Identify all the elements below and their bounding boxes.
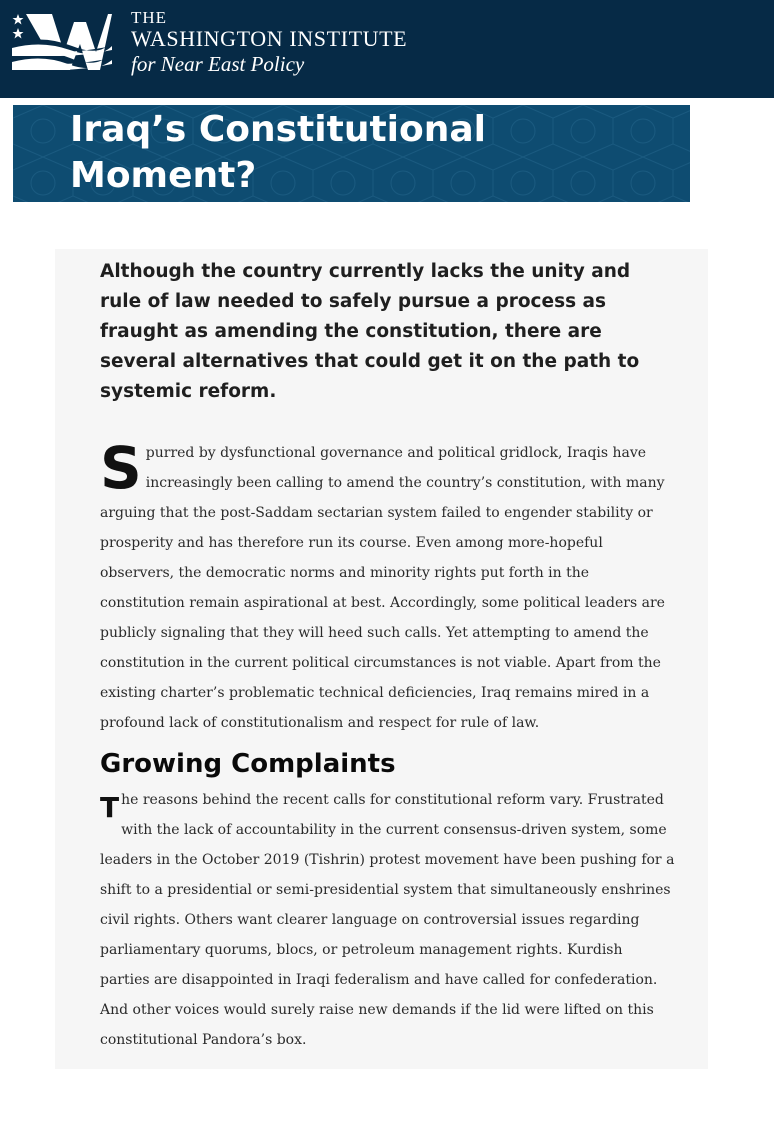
brand-name[interactable] [131,8,407,78]
article-body [55,249,708,1069]
brand-line-tagline: for Near East Policy [131,52,305,76]
drop-cap: T [100,791,120,824]
site-header [0,0,774,98]
article-lede: Although the country currently lacks the unity and rule of law needed to safely pursue a process as fraught as amending the constitution, there are several alternatives that could get it on the path to systemic reform. [100,261,640,402]
section-heading: Growing Complaints [100,749,396,779]
title-banner [13,105,690,202]
washington-institute-logo-icon[interactable] [12,12,112,72]
article-paragraph [100,434,675,738]
paragraph-text: purred by dysfunctional governance and political gridlock, Iraqis have increasingly been calling to amend the country’s constitution, with many arguing that the post-Saddam sectarian system failed to engender stability or prosperity and has therefore run its course. Even among more-hopeful observers, the democratic norms and minority rights put forth in the constitution remain aspirational at best. Accordingly, some political leaders are publicly signaling that they will heed such calls. Yet attempting to amend the constitution in the current political circumstances is not viable. Apart from the existing charter’s problematic technical deficiencies, Iraq remains mired in a profound lack of constitutionalism and respect for rule of law. [100,445,665,731]
drop-cap: S [100,434,142,502]
brand-line-the: THE [131,8,168,27]
brand-line-name: WASHINGTON INSTITUTE [131,26,408,51]
paragraph-text: he reasons behind the recent calls for constitutional reform vary. Frustrated with the lack of accountability in the current consensus-driven system, some leaders in the October 2019 (Tishrin) protest movement have been pushing for a shift to a presidential or semi-presidential system that simultaneously enshrines civil rights. Others want clearer language on controversial issues regarding parliamentary quorums, blocs, or petroleum management rights. Kurdish parties are disappointed in Iraqi federalism and have called for confederation. And other voices would surely raise new demands if the lid were lifted on this constitutional Pandora’s box. [100,792,675,1048]
page-title: Iraq’s Constitutional Moment? [70,109,486,196]
article-paragraph [100,785,675,1055]
